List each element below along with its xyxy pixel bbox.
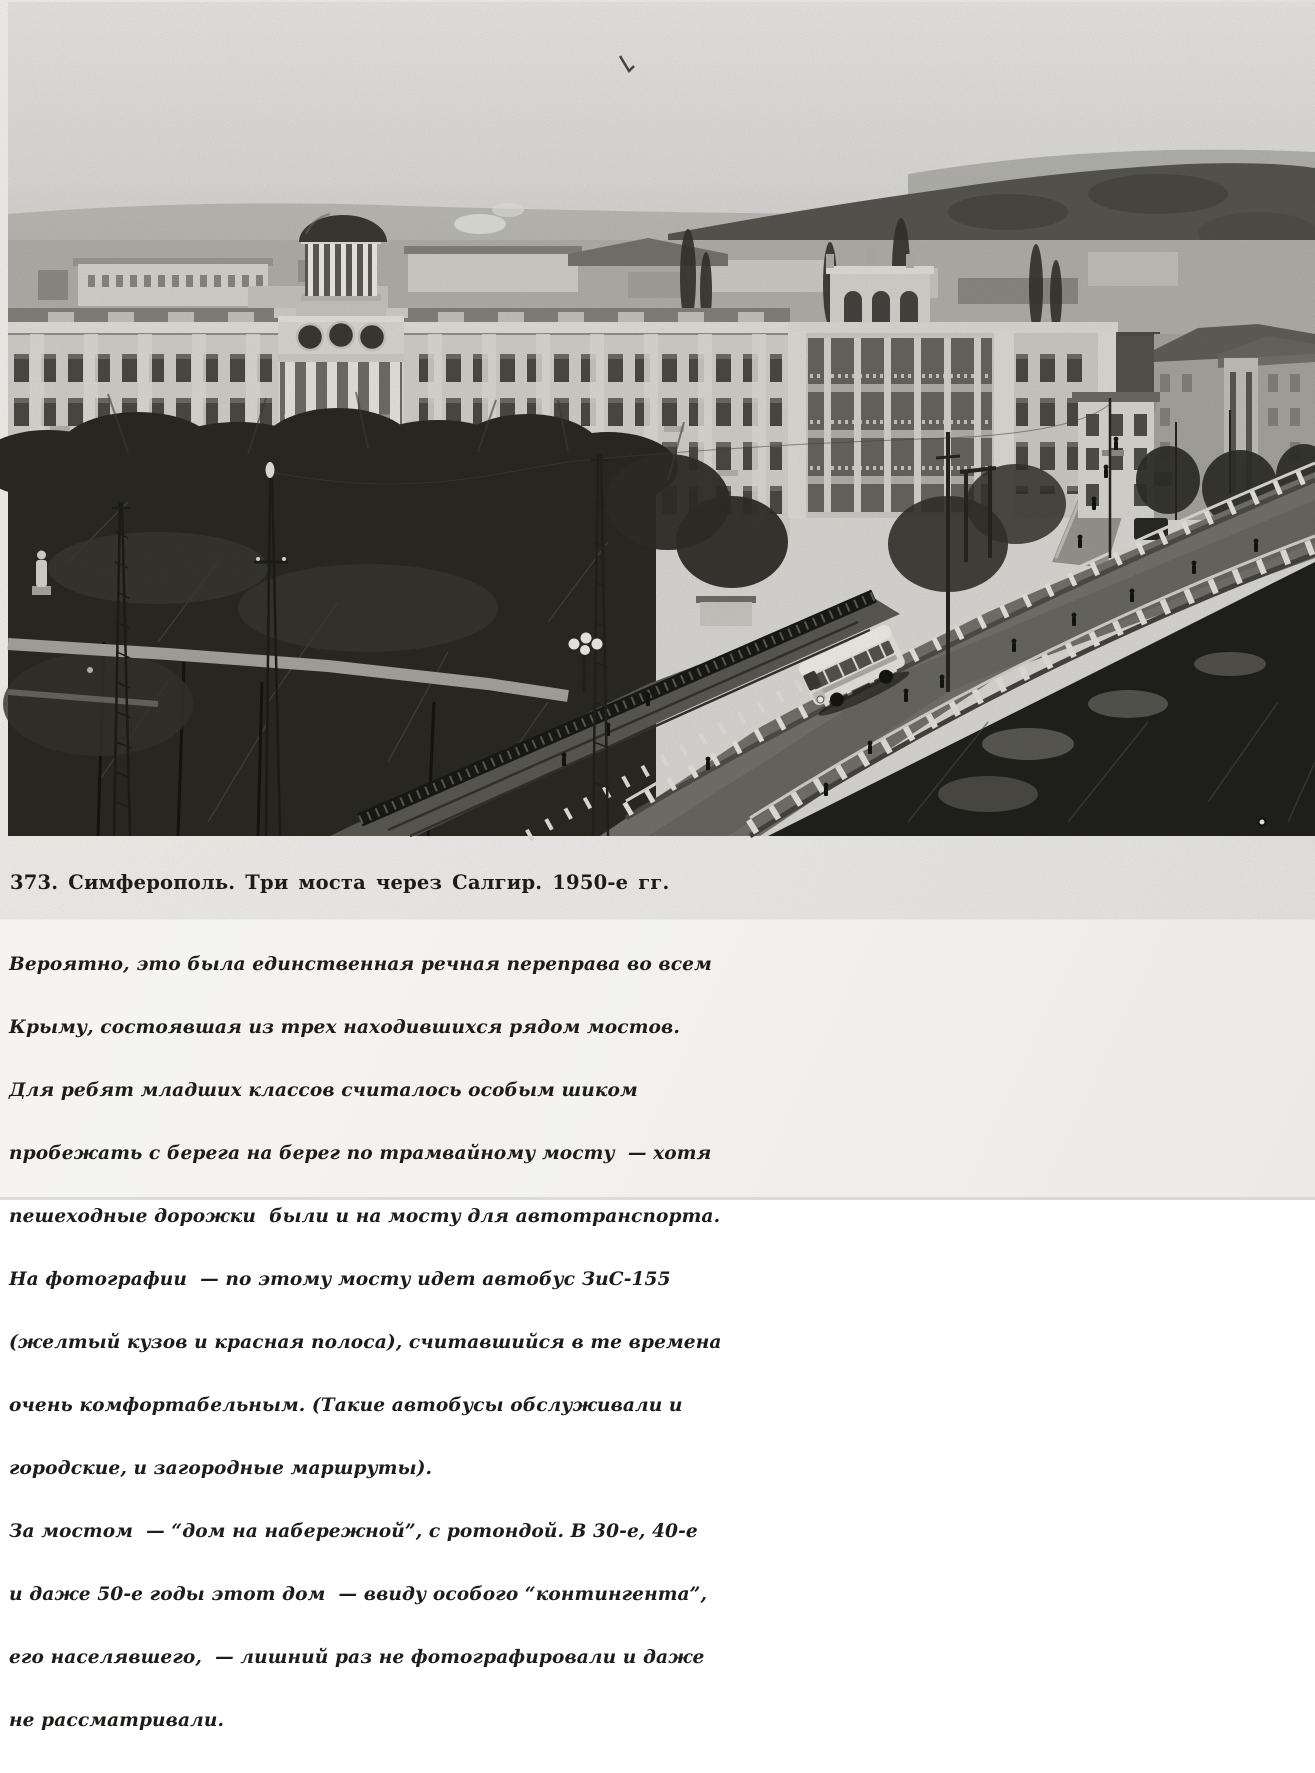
caption-line: Для ребят младших классов считалось особым шиком — [9, 1080, 638, 1101]
film-grain — [8, 2, 1315, 836]
caption-line: За мостом — “дом на набережной”, с ротондой. В 30-е, 40-е — [9, 1521, 698, 1542]
caption-line: пешеходные дорожки были и на мосту для автотранспорта. — [9, 1206, 721, 1227]
caption-line: очень комфортабельным. (Такие автобусы обслуживали и — [9, 1395, 683, 1416]
caption-line: не рассматривали. — [9, 1710, 225, 1731]
caption-line: (желтый кузов и красная полоса), считавшийся в те времена — [9, 1332, 722, 1353]
photo-caption-title: 373. Симферополь. Три моста через Салгир. 1950-е гг. — [10, 871, 670, 894]
caption-line: его населявшего, — лишний раз не фотографировали и даже — [9, 1647, 705, 1668]
caption-line: Крыму, состоявшая из трех находившихся рядом мостов. — [9, 1017, 680, 1038]
photo-caption-body — [9, 912, 722, 1773]
scan-edge — [0, 1197, 1315, 1200]
caption-line: и даже 50-е годы этот дом — ввиду особого “контингента”, — [9, 1584, 708, 1605]
photo — [8, 2, 1315, 836]
caption-line: пробежать с берега на берег по трамвайному мосту — хотя — [9, 1143, 712, 1164]
photo-illustration — [8, 2, 1315, 836]
caption-line: городские, и загородные маршруты). — [9, 1458, 433, 1479]
caption-line: На фотографии — по этому мосту идет автобус ЗиС-155 — [9, 1269, 671, 1290]
caption-line: Вероятно, это была единственная речная переправа во всем — [9, 954, 712, 975]
